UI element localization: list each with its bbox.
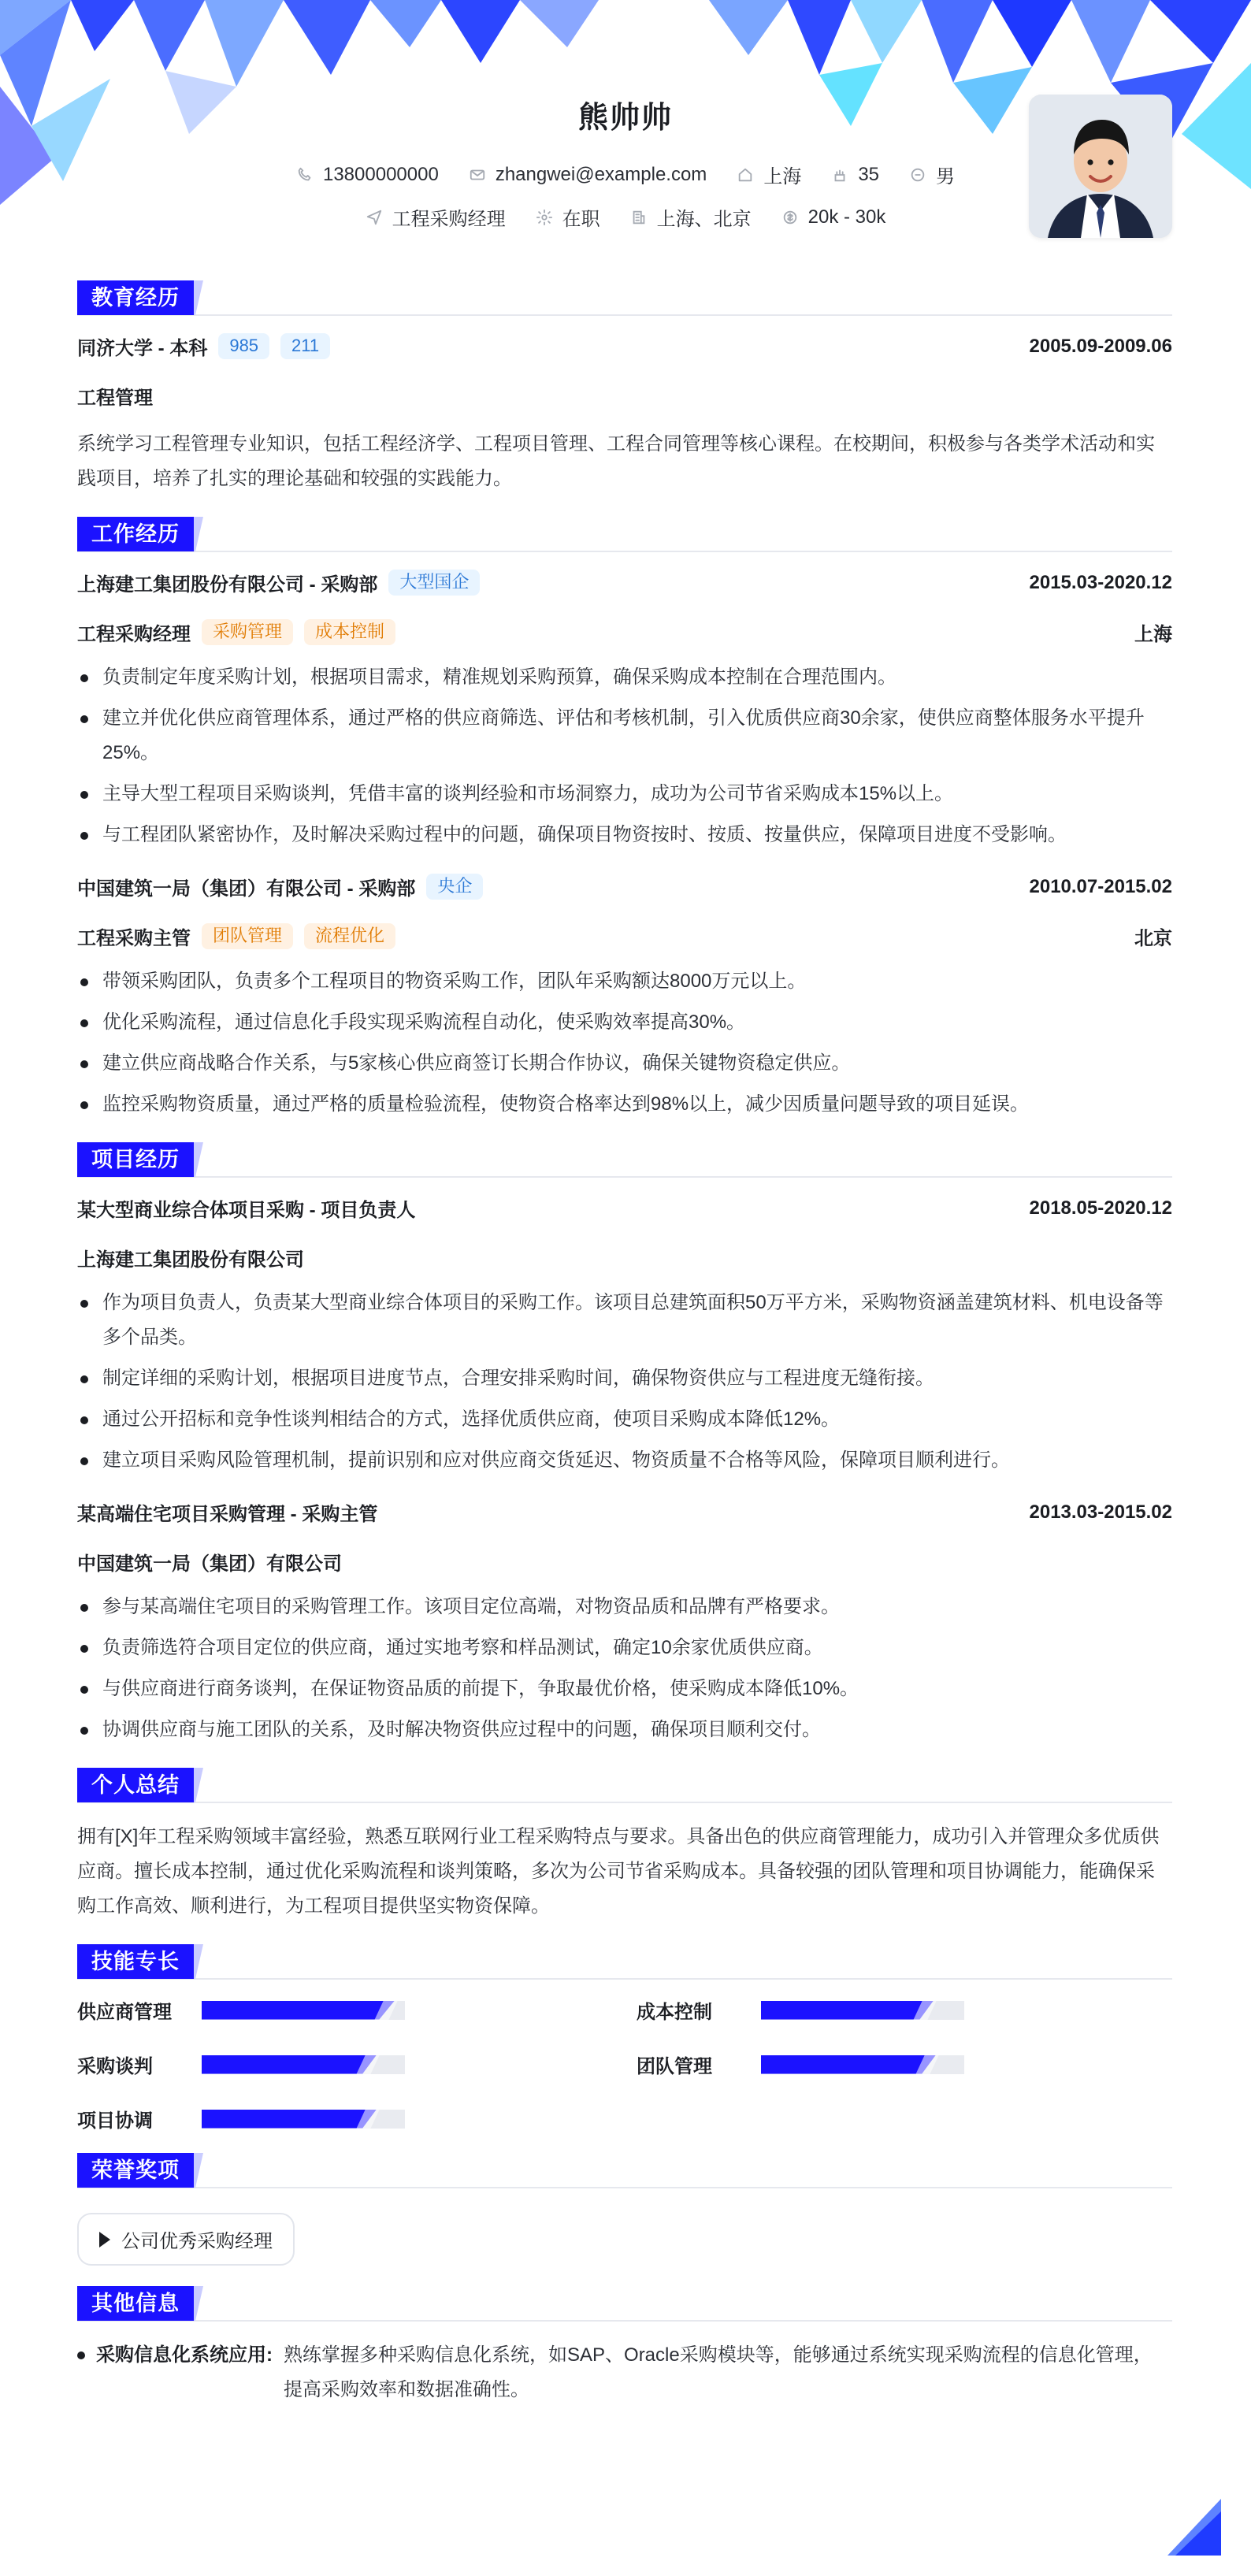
work-section: [77, 517, 1172, 1122]
resume-header: [0, 0, 1251, 252]
list-item: 带领采购团队，负责多个工程项目的物资采购工作，团队年采购额达8000万元以上。: [77, 964, 1172, 999]
skill-bar: [202, 2110, 405, 2129]
list-item: 负责筛选符合项目定位的供应商，通过实地考察和样品测试，确定10余家优质供应商。: [77, 1631, 1172, 1665]
skill-bar: [761, 2055, 964, 2074]
company-name: 上海建工集团股份有限公司 - 采购部: [77, 574, 378, 596]
section-title-projects: 项目经历: [77, 1142, 194, 1177]
list-item: 优化采购流程，通过信息化手段实现采购流程自动化，使采购效率提高30%。: [77, 1005, 1172, 1040]
city-item: [737, 161, 801, 188]
section-header-work: [77, 517, 1172, 551]
skill-fill: [202, 2055, 377, 2074]
section-title-education: 教育经历: [77, 280, 194, 315]
age-item: [831, 164, 879, 186]
work-role-row: [77, 922, 1172, 950]
company-title: [77, 873, 483, 900]
section-title-other: 其他信息: [77, 2286, 194, 2321]
gear-icon: [536, 209, 553, 226]
skills-grid: [77, 1996, 1172, 2132]
list-item: 主导大型工程项目采购谈判，凭借丰富的谈判经验和市场洞察力，成功为公司节省采购成本15%以上。: [77, 777, 1172, 811]
project-entry-2: [77, 1498, 1172, 1747]
section-header-awards: [77, 2153, 1172, 2188]
awards-section: [77, 2153, 1172, 2266]
target-city-text: 上海、北京: [656, 209, 752, 230]
section-divider: [77, 1802, 1172, 1803]
other-info: [77, 2338, 1172, 2407]
project-bullets: [77, 1590, 1172, 1747]
play-icon: [99, 2232, 110, 2248]
skill-label: 采购谈判: [77, 2056, 153, 2077]
money-icon: [781, 209, 799, 226]
skill-supplier-management: [77, 1996, 613, 2024]
skill-label: 成本控制: [637, 2002, 712, 2023]
list-item: 制定详细的采购计划，根据项目进度节点，合理安排采购时间，确保物资供应与工程进度无缝衔接。: [77, 1361, 1172, 1396]
work-entry-header: [77, 569, 1172, 596]
skills-section: [77, 1944, 1172, 2132]
work-location: 上海: [1134, 624, 1172, 645]
section-header-other: [77, 2286, 1172, 2321]
role-name: 工程采购经理: [77, 624, 191, 645]
role-tag: 团队管理: [202, 923, 293, 948]
major-text: 工程管理: [77, 388, 153, 409]
gender-icon: [909, 166, 926, 184]
salary-text: 20k - 30k: [807, 206, 886, 228]
list-item: 协调供应商与施工团队的关系，及时解决物资供应过程中的问题，确保项目顺利交付。: [77, 1713, 1172, 1747]
project-entry-1: [77, 1194, 1172, 1478]
role-tag: 采购管理: [202, 619, 293, 644]
status-text: 在职: [562, 209, 600, 230]
job-title-text: 工程采购经理: [392, 209, 506, 230]
target-city-item: [630, 203, 752, 231]
project-name: 某高端住宅项目采购管理 - 采购主管: [77, 1504, 378, 1525]
work-entry-2: [77, 873, 1172, 1122]
skill-fill: [202, 2110, 377, 2129]
project-bullets: [77, 1286, 1172, 1478]
other-section: [77, 2286, 1172, 2407]
role-title: [77, 922, 395, 950]
other-text: [284, 2338, 1153, 2407]
age-icon: [831, 166, 848, 184]
other-text-line-1: 熟练掌握多种采购信息化系统，如SAP、Oracle采购模块等，能够通过系统实现采购流程的信息化管理，: [284, 2344, 1153, 2366]
section-divider: [77, 2320, 1172, 2322]
avatar-portrait: [1029, 95, 1172, 238]
skill-bar: [202, 2055, 405, 2074]
work-entry-1: [77, 569, 1172, 852]
section-title-work: 工作经历: [77, 517, 194, 551]
project-date: 2018.05-2020.12: [1029, 1197, 1172, 1219]
role-tag: 成本控制: [304, 619, 395, 644]
city-text: 上海: [763, 166, 802, 187]
work-date: 2015.03-2020.12: [1029, 571, 1172, 593]
gender-text: 男: [936, 166, 956, 187]
section-header-education: [77, 280, 1172, 315]
project-name: 某大型商业综合体项目采购 - 项目负责人: [77, 1200, 416, 1221]
phone-item: [296, 164, 439, 186]
mail-icon: [469, 166, 486, 184]
status-item: [536, 203, 600, 231]
award-item: [77, 2213, 295, 2266]
company-name: 中国建筑一局（集团）有限公司 - 采购部: [77, 878, 416, 900]
education-section: [77, 280, 1172, 496]
company-tag: 央企: [426, 874, 483, 899]
list-item: 与工程团队紧密协作，及时解决采购过程中的问题，确保项目物资按时、按质、按量供应，保障项目进度不受影响。: [77, 818, 1172, 852]
summary-text: 拥有[X]年工程采购领域丰富经验，熟悉互联网行业工程采购特点与要求。具备出色的供应商管理能力，成功引入并管理众多优质供应商。擅长成本控制，通过优化采购流程和谈判策略，多次为公司节省采购成本。具备较强的团队管理和项目协调能力，能确保采购工作高效、顺利进行，为工程项目提供坚实物资保障。: [77, 1826, 1160, 1917]
section-title-skills: 技能专长: [77, 1944, 194, 1979]
school-name: 同济大学 - 本科: [77, 338, 208, 359]
education-title: [77, 332, 330, 360]
person-name: 熊帅帅: [577, 102, 673, 135]
list-item: 通过公开招标和竞争性谈判相结合的方式，选择优质供应商，使项目采购成本降低12%。: [77, 1402, 1172, 1437]
project-entry-header: [77, 1194, 1172, 1222]
skill-team-management: [637, 2051, 1172, 2078]
education-date: 2005.09-2009.06: [1029, 335, 1172, 357]
list-item: 与供应商进行商务谈判，在保证物资品质的前提下，争取最优价格，使采购成本降低10%。: [77, 1672, 1172, 1706]
school-tag-211: 211: [280, 333, 330, 358]
role-tag: 流程优化: [304, 923, 395, 948]
building-icon: [630, 209, 648, 226]
work-entry-header: [77, 873, 1172, 900]
project-org-text: 中国建筑一局（集团）有限公司: [77, 1553, 342, 1575]
other-label: 采购信息化系统应用:: [96, 2344, 273, 2366]
section-header-summary: [77, 1768, 1172, 1802]
resume-content: [77, 280, 1172, 2428]
project-org: [77, 1548, 1172, 1576]
project-title: [77, 1194, 415, 1222]
skill-label: 团队管理: [637, 2056, 712, 2077]
summary-section: [77, 1768, 1172, 1924]
work-location: 北京: [1134, 928, 1172, 949]
section-divider: [77, 551, 1172, 552]
award-text: 公司优秀采购经理: [121, 2231, 273, 2252]
list-item: 监控采购物资质量，通过严格的质量检验流程，使物资合格率达到98%以上，减少因质量问题导致的项目延误。: [77, 1087, 1172, 1122]
skill-negotiation: [77, 2051, 613, 2078]
gender-item: [909, 161, 955, 188]
section-header-projects: [77, 1142, 1172, 1177]
role-name: 工程采购主管: [77, 928, 191, 949]
skill-project-coordination: [77, 2105, 613, 2132]
list-item: 建立并优化供应商管理体系，通过严格的供应商筛选、评估和考核机制，引入优质供应商30余家，使供应商整体服务水平提升25%。: [77, 701, 1172, 770]
section-title-summary: 个人总结: [77, 1768, 194, 1802]
work-bullets: [77, 660, 1172, 852]
section-divider: [77, 2187, 1172, 2188]
corner-decoration: [1167, 2499, 1221, 2556]
phone-text: 13800000000: [322, 163, 439, 185]
other-row: [77, 2338, 1172, 2407]
phone-icon: [296, 166, 314, 184]
age-text: 35: [858, 163, 880, 185]
job-title-item: [366, 203, 506, 231]
work-role-row: [77, 618, 1172, 646]
section-divider: [77, 1978, 1172, 1980]
role-title: [77, 618, 395, 646]
email-item: [469, 164, 707, 186]
bullet-dot: [77, 2351, 85, 2359]
project-org: [77, 1244, 1172, 1271]
section-header-skills: [77, 1944, 1172, 1979]
project-entry-header: [77, 1498, 1172, 1526]
project-org-text: 上海建工集团股份有限公司: [77, 1249, 304, 1271]
major: [77, 382, 1172, 410]
skill-label: 项目协调: [77, 2110, 153, 2132]
skill-label: 供应商管理: [77, 2002, 172, 2023]
education-row: [77, 332, 1172, 360]
list-item: 参与某高端住宅项目的采购管理工作。该项目定位高端，对物资品质和品牌有严格要求。: [77, 1590, 1172, 1624]
skill-cost-control: [637, 1996, 1172, 2024]
work-bullets: [77, 964, 1172, 1122]
list-item: 作为项目负责人，负责某大型商业综合体项目的采购工作。该项目总建筑面积50万平方米，采购物资涵盖建筑材料、机电设备等多个品类。: [77, 1286, 1172, 1355]
send-icon: [366, 209, 383, 226]
skill-fill: [761, 2001, 934, 2020]
school-tag-985: 985: [218, 333, 269, 358]
avatar: [1029, 95, 1172, 238]
skill-bar: [761, 2001, 964, 2020]
section-title-awards: 荣誉奖项: [77, 2153, 194, 2188]
skill-fill: [761, 2055, 936, 2074]
skill-fill: [202, 2001, 395, 2020]
list-item: 建立项目采购风险管理机制，提前识别和应对供应商交货延迟、物资质量不合格等风险，保障项目顺利进行。: [77, 1443, 1172, 1478]
education-description: 系统学习工程管理专业知识，包括工程经济学、工程项目管理、工程合同管理等核心课程。在校期间，积极参与各类学术活动和实践项目，培养了扎实的理论基础和较强的实践能力。: [77, 433, 1155, 489]
home-icon: [737, 166, 754, 184]
list-item: 建立供应商战略合作关系，与5家核心供应商签订长期合作协议，确保关键物资稳定供应。: [77, 1046, 1172, 1081]
salary-item: [781, 206, 886, 228]
project-title: [77, 1498, 377, 1526]
section-divider: [77, 1176, 1172, 1178]
company-tag: 大型国企: [388, 570, 480, 595]
other-text-line-2: 提高采购效率和数据准确性。: [284, 2379, 529, 2400]
projects-section: [77, 1142, 1172, 1747]
company-title: [77, 569, 480, 596]
email-text: zhangwei@example.com: [495, 163, 707, 185]
section-divider: [77, 314, 1172, 316]
skill-bar: [202, 2001, 405, 2020]
project-date: 2013.03-2015.02: [1029, 1501, 1172, 1523]
work-date: 2010.07-2015.02: [1029, 875, 1172, 897]
list-item: 负责制定年度采购计划，根据项目需求，精准规划采购预算，确保采购成本控制在合理范围内。: [77, 660, 1172, 695]
